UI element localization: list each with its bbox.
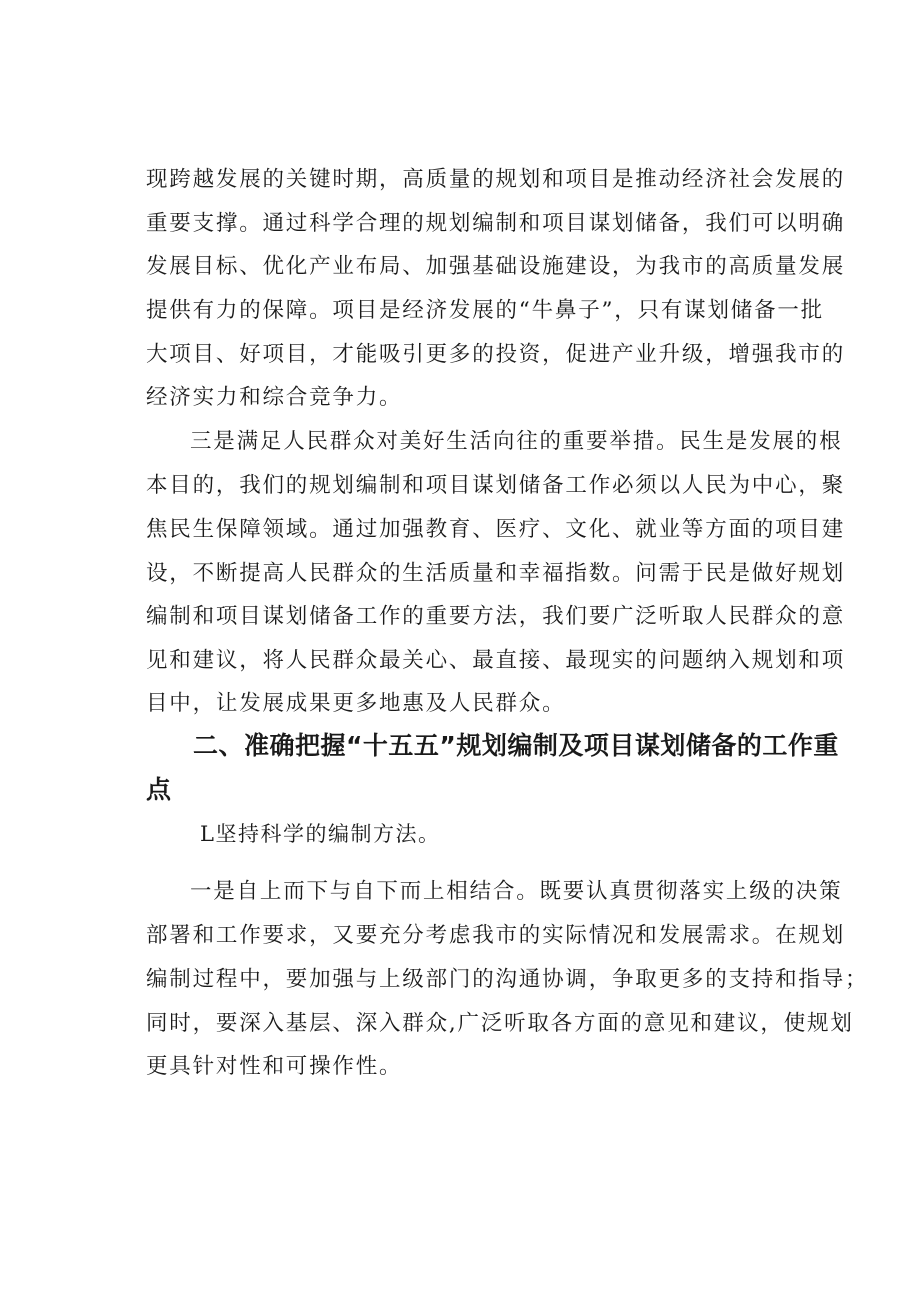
paragraph-line: 目中，让发展成果更多地惠及人民群众。 [146, 691, 566, 716]
heading-line: 点 [146, 775, 172, 804]
paragraph-line: 焦民生保障领域。通过加强教育、医疗、文化、就业等方面的项目建 [146, 517, 846, 542]
paragraph-line: 重要支撑。通过科学合理的规划编制和项目谋划储备，我们可以明确 [146, 211, 846, 236]
paragraph-line: 现跨越发展的关键时期，高质量的规划和项目是推动经济社会发展的 [146, 167, 846, 192]
paragraph-line: 提供有力的保障。项目是经济发展的“牛鼻子”，只有谋划储备一批 [146, 298, 824, 323]
paragraph-line: 编制过程中，要加强与上级部门的沟通协调，争取更多的支持和指导； [146, 967, 869, 992]
paragraph-line: 发展目标、优化产业布局、加强基础设施建设，为我市的高质量发展 [146, 254, 846, 279]
paragraph-line: 见和建议，将人民群众最关心、最直接、最现实的问题纳入规划和项 [146, 648, 846, 673]
paragraph-line: 三是满足人民群众对美好生活向往的重要举措。民生是发展的根 [190, 429, 843, 454]
paragraph-line: 更具针对性和可操作性。 [146, 1054, 403, 1079]
paragraph-line: 设，不断提高人民群众的生活质量和幸福指数。问需于民是做好规划 [146, 561, 846, 586]
paragraph-line: 本目的，我们的规划编制和项目谋划储备工作必须以人民为中心，聚 [146, 473, 846, 498]
subheading: L坚持科学的编制方法。 [200, 822, 441, 846]
heading-line: 二、准确把握“十五五”规划编制及项目谋划储备的工作重 [193, 731, 839, 760]
paragraph-line: 编制和项目谋划储备工作的重要方法，我们要广泛听取人民群众的意 [146, 604, 846, 629]
paragraph-line: 经济实力和综合竞争力。 [146, 385, 403, 410]
paragraph-line: 部署和工作要求，又要充分考虑我市的实际情况和发展需求。在规划 [146, 923, 846, 948]
paragraph-line: 一是自上而下与自下而上相结合。既要认真贯彻落实上级的决策 [190, 879, 843, 904]
paragraph-line: 大项目、好项目，才能吸引更多的投资，促进产业升级，增强我市的 [146, 342, 846, 367]
paragraph-line: 同时，要深入基层、深入群众,广泛听取各方面的意见和建议，使规划 [146, 1011, 854, 1036]
